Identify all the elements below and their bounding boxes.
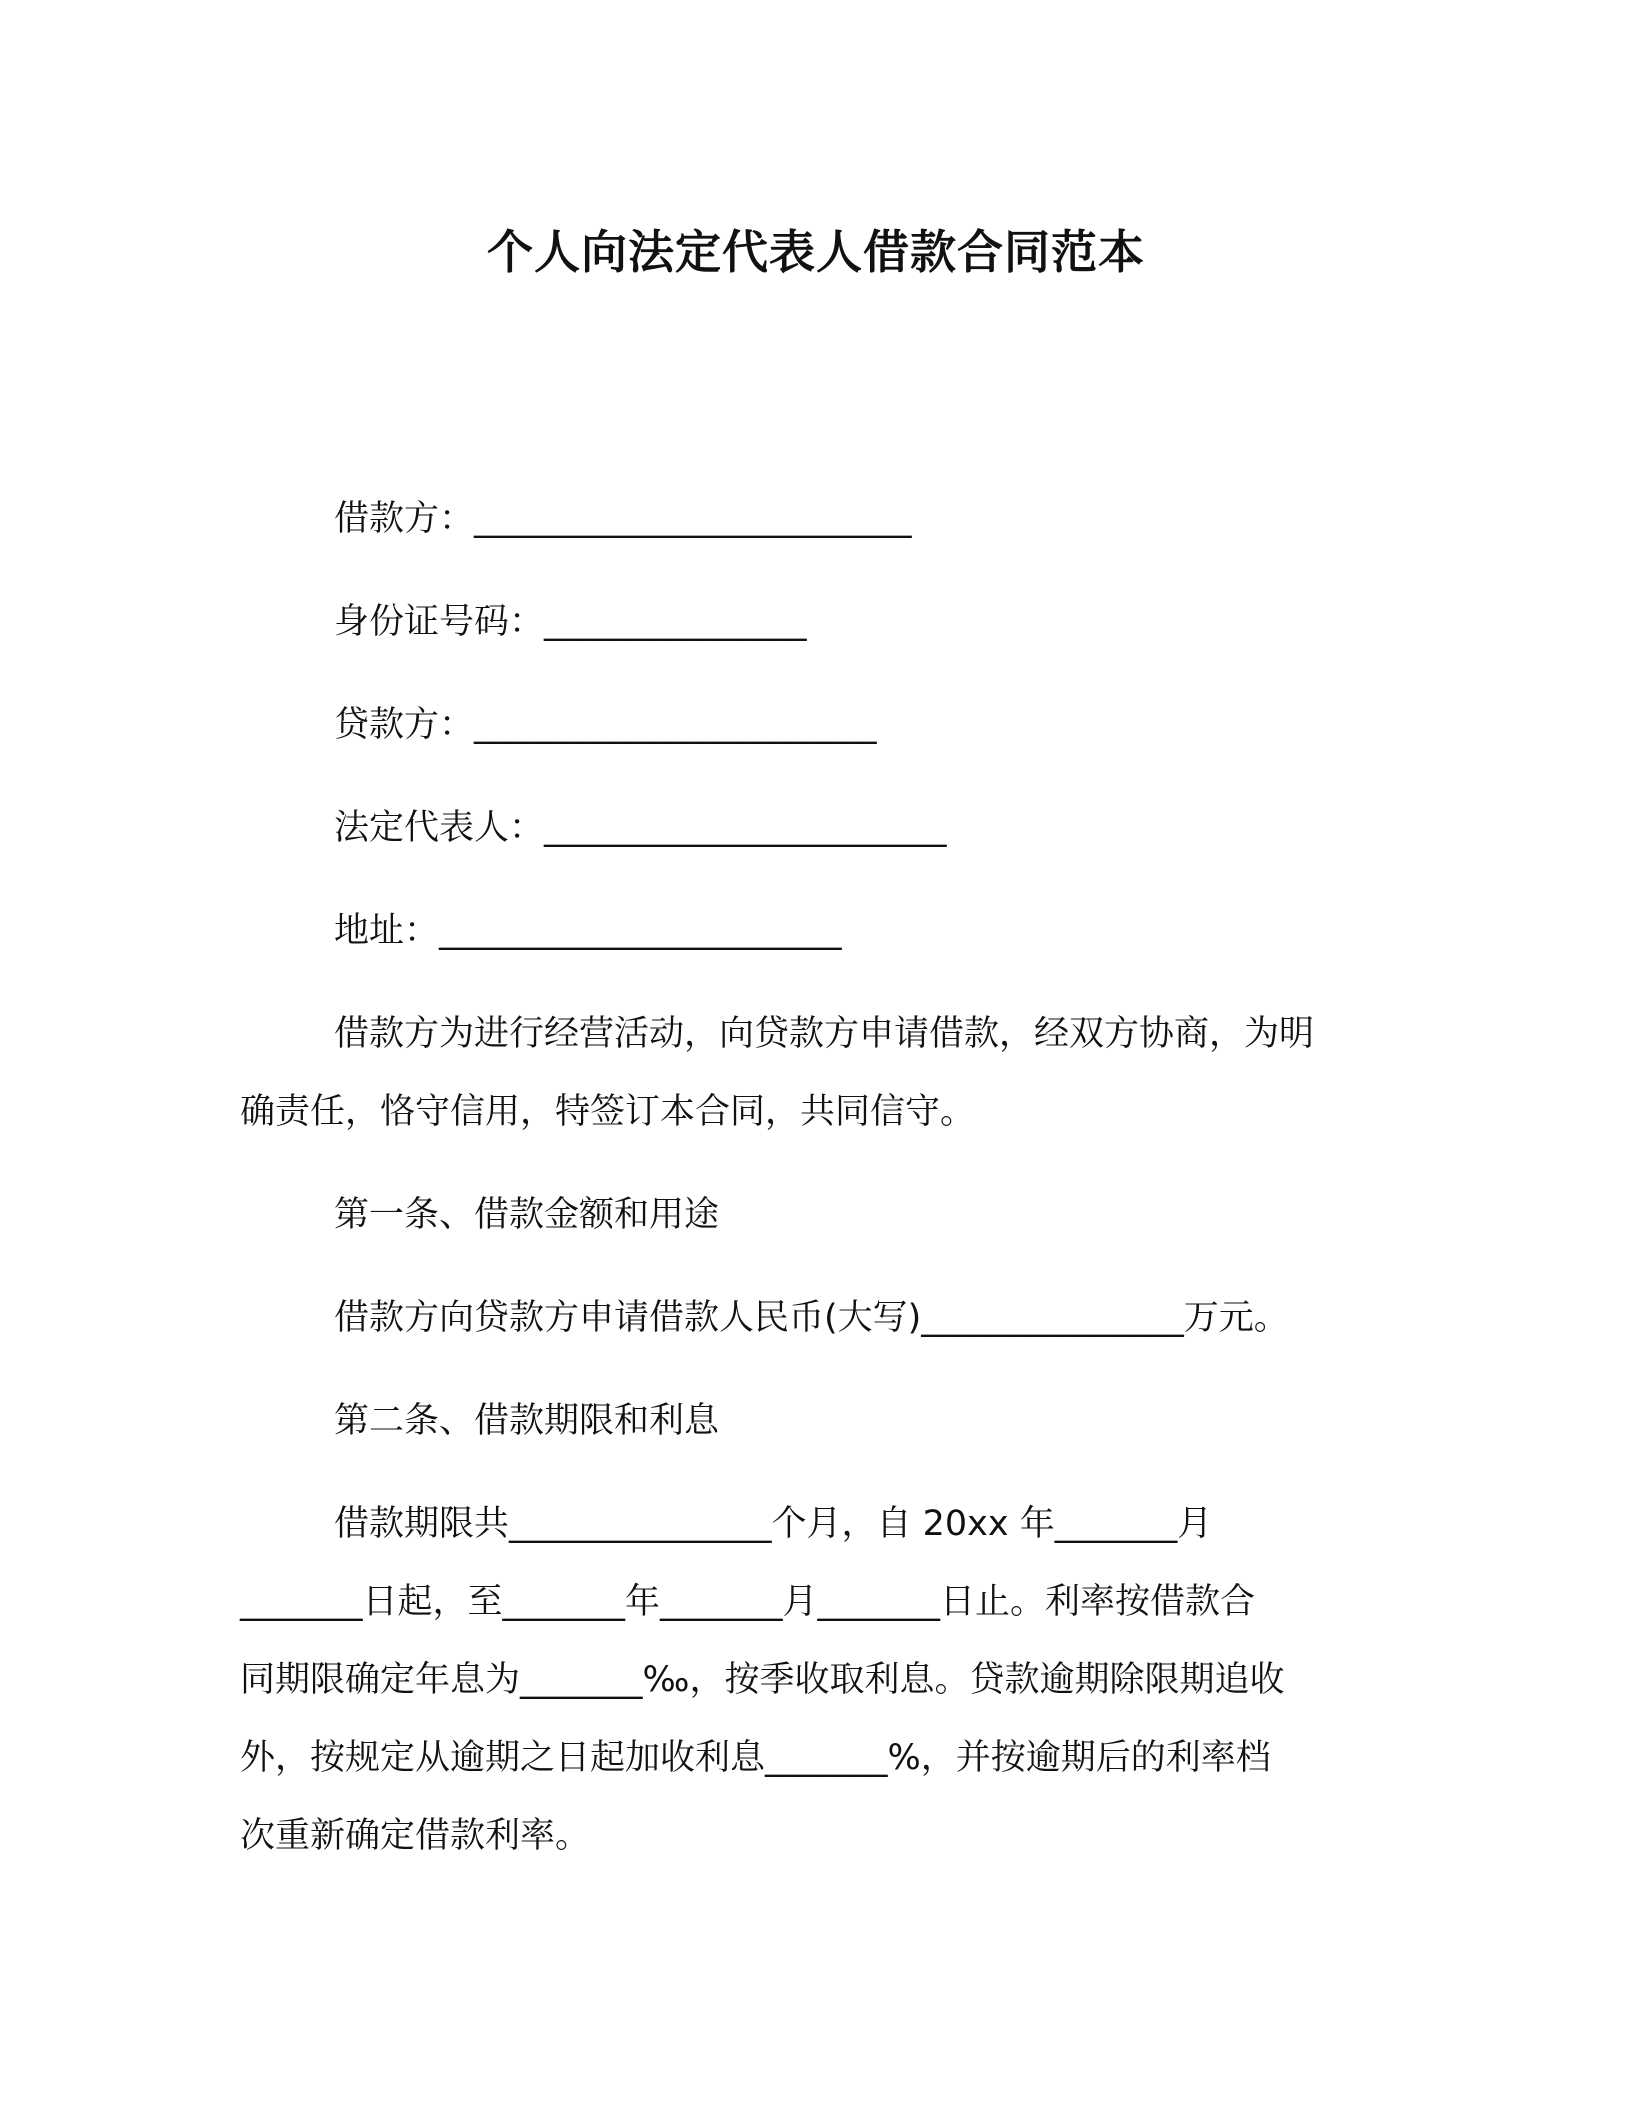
article-1-heading: 第一条、借款金额和用途 — [334, 1195, 720, 1235]
address-field: 地址：_______________________ — [334, 911, 842, 951]
article-1-text: 借款方向贷款方申请借款人民币(大写)_______________万元。 — [334, 1298, 1289, 1338]
legal-representative-field: 法定代表人：_______________________ — [334, 808, 947, 848]
article-2-line-1: 借款期限共_______________个月，自 20xx 年_______月 — [334, 1504, 1213, 1544]
article-2-line-3: 同期限确定年息为_______‰，按季收取利息。贷款逾期除限期追收 — [240, 1660, 1285, 1700]
preamble-line-2: 确责任，恪守信用，特签订本合同，共同信守。 — [240, 1092, 976, 1132]
preamble-line-1: 借款方为进行经营活动，向贷款方申请借款，经双方协商，为明 — [334, 1014, 1315, 1054]
article-2-line-5: 次重新确定借款利率。 — [240, 1816, 591, 1856]
article-2-heading: 第二条、借款期限和利息 — [334, 1401, 720, 1441]
document-title: 个人向法定代表人借款合同范本 — [487, 225, 1145, 279]
id-number-field: 身份证号码：_______________ — [334, 602, 807, 642]
article-2-line-4: 外，按规定从逾期之日起加收利息_______%，并按逾期后的利率档 — [240, 1738, 1271, 1778]
lender-field: 贷款方：_______________________ — [334, 705, 877, 745]
borrower-field: 借款方：_________________________ — [334, 499, 912, 539]
article-2-line-2: _______日起，至_______年_______月_______日止。利率按借款合 — [240, 1582, 1256, 1622]
